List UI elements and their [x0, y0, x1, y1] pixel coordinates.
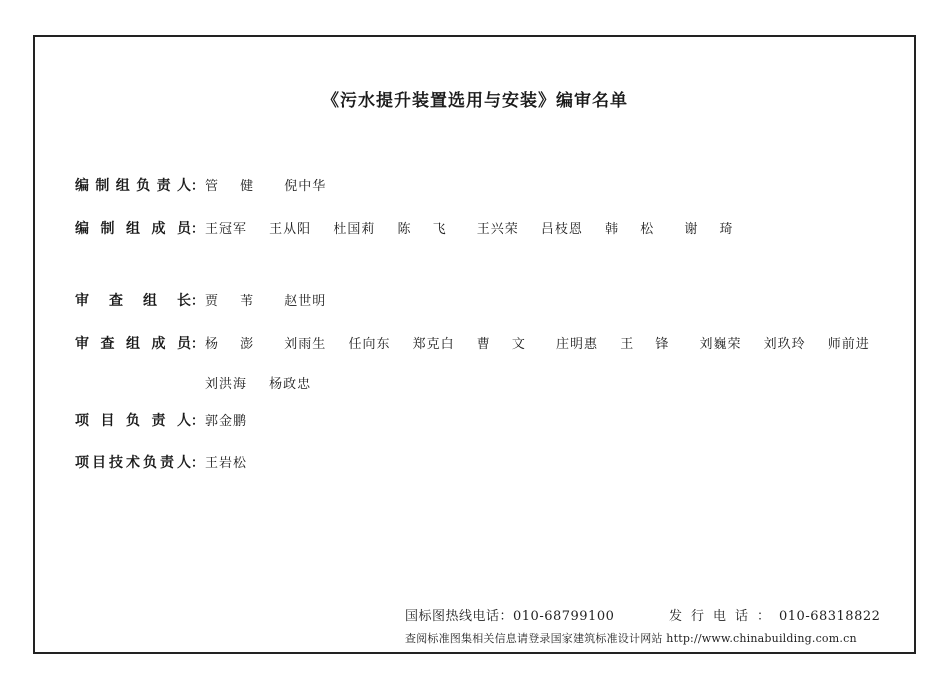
section-review-members-line2 [205, 373, 329, 392]
section-review-members [75, 333, 888, 353]
colon: ： [191, 414, 205, 429]
person-name: 杨政忠 [269, 377, 312, 392]
colon: ： [191, 337, 205, 352]
section-review-lead [75, 290, 344, 310]
person-name: 谢 琦 [684, 222, 742, 237]
section-editor-members [75, 218, 759, 238]
colon: ： [191, 294, 205, 309]
person-name: 庄明惠 [556, 337, 599, 352]
person-name: 王岩松 [205, 456, 248, 471]
footer-website-line: 查阅标准图集相关信息请登录国家建筑标准设计网站 http://www.chinabuilding.com.cn [405, 632, 857, 645]
person-name: 曹 文 [476, 337, 534, 352]
section-project-lead [75, 410, 265, 430]
person-name: 郑克白 [412, 337, 455, 352]
section-technical-lead [75, 452, 265, 472]
person-name: 刘巍荣 [699, 337, 742, 352]
section-label: 项目技术负责人 [75, 455, 191, 471]
issue-phone [669, 605, 880, 624]
colon: ： [191, 222, 205, 237]
section-label: 审查组成员 [75, 336, 191, 352]
section-label: 审查组长 [75, 293, 191, 309]
person-name: 赵世明 [284, 294, 327, 309]
person-name: 管 健 [205, 179, 263, 194]
person-name: 陈 飞 [397, 222, 455, 237]
person-name: 贾 苇 [205, 294, 263, 309]
person-name: 王冠军 [205, 222, 248, 237]
footer-phone-line [405, 605, 881, 624]
colon: ： [191, 179, 205, 194]
person-name: 杜国莉 [333, 222, 376, 237]
person-name: 刘雨生 [284, 337, 327, 352]
person-name: 王从阳 [269, 222, 312, 237]
colon: ： [191, 456, 205, 471]
person-name: 郭金鹏 [205, 414, 248, 429]
section-label: 编制组负责人 [75, 178, 191, 194]
section-label: 项目负责人 [75, 413, 191, 429]
person-name: 任向东 [348, 337, 391, 352]
person-name: 杨 澎 [205, 337, 263, 352]
document-title: 《污水提升装置选用与安装》编审名单 [322, 91, 628, 111]
person-name: 刘洪海 [205, 377, 248, 392]
person-name: 师前进 [827, 337, 870, 352]
person-name: 吕枝恩 [540, 222, 583, 237]
section-label: 编制组成员 [75, 221, 191, 237]
person-name: 王 锋 [620, 337, 678, 352]
person-name: 倪中华 [284, 179, 327, 194]
hotline-text: 国标图热线电话：010-68799100 [405, 609, 615, 624]
issue-label: 发行电话： [669, 609, 780, 624]
person-name: 刘玖玲 [763, 337, 806, 352]
person-name: 王兴荣 [476, 222, 519, 237]
issue-number: 010-68318822 [779, 609, 881, 624]
section-editor-lead [75, 175, 344, 195]
person-name: 韩 松 [605, 222, 663, 237]
